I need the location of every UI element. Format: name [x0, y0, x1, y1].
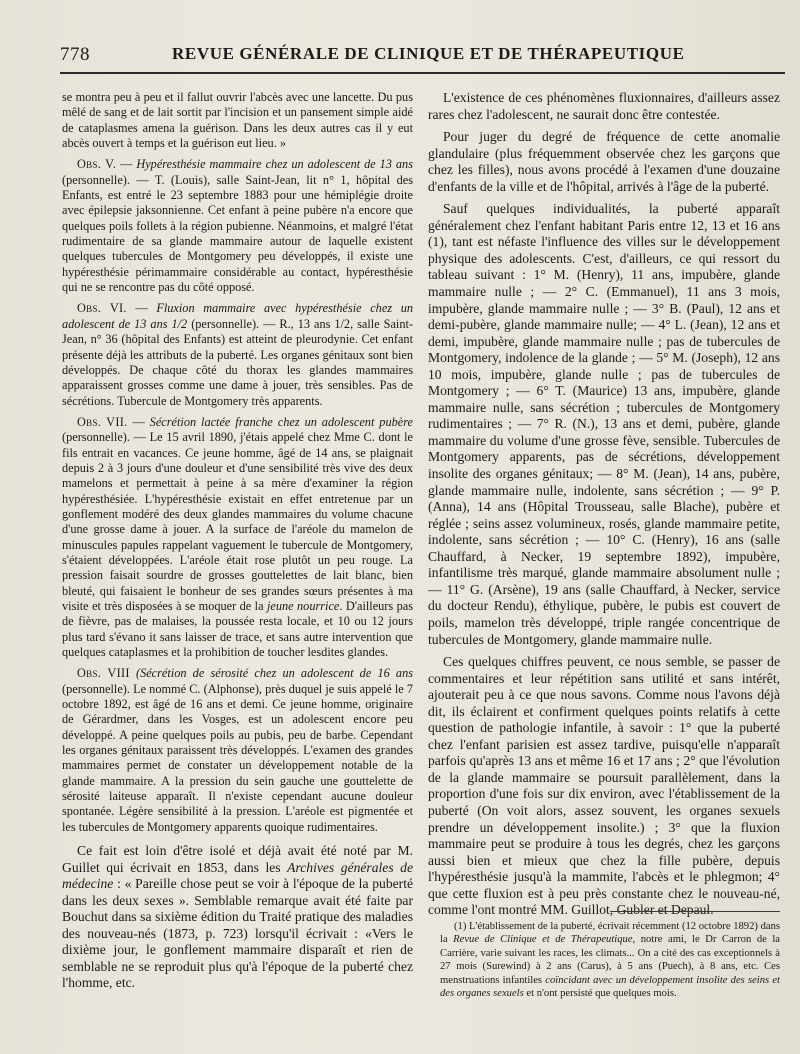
closing-italic: Archives générales de médecine — [62, 859, 413, 892]
observation-8 — [62, 666, 413, 835]
observation-5-body: (personnelle). — T. (Louis), salle Saint-Jean, lit n° 1, hôpital des Enfants, est entré le 23 septembre 1883 pour une hémiplégie droite avec épilepsie jaksonnienne. Cet enfant à peine pubère n'a encore que quelques poils follets à la région pubienne. Néanmoins, et malgré l'état rudimentaire de sa glande mammaire autour de laquelle existent quelques tubercules de Montgomery peu développés, il existe une hypéresthésie périmammaire considérable au contact, hypéresthésie qui ne se rencontre pas du côté opposé. — [62, 172, 413, 295]
observation-7-title: Sécrétion lactée franche chez un adolescent pubère — [149, 414, 413, 429]
observation-7-label: Obs. VII. — [77, 414, 128, 429]
right-paragraph-2: Pour juger du degré de fréquence de cette anomalie glandulaire (plus fréquemment observée chez les garçons que chez les filles), nous avons procédé à l'examen d'une douzaine d'enfants de la ville et de l'hôpital, arrivés à l'âge de la puberté. — [428, 129, 780, 194]
footnote-text-b: , notre ami, le Dr Carron de la Carrière, varie suivant les races, les climats... On a cité des cas exceptionnels à 27 mois (Surewind) à 2 ans (Carus), à 5 ans (Puech), à 8 ans, etc. Ces menstruations infantiles — [440, 934, 780, 986]
left-continuation-paragraph: se montra peu à peu et il fallut ouvrir l'abcès avec une lancette. Du pus mêlé de sang et de lait sortit par l'incision et un pansement simple aidé de cataplasmes amena la guérison. Dans les deux autres cas il y eut abcès ouvert à temps et la guérison eut lieu. » — [62, 90, 413, 151]
right-paragraph-4: Ces quelques chiffres peuvent, ce nous semble, se passer de commentaires et leur répétition sans utilité et sans intérêt, ajouterait peu à ce que nous savons. Comme nous l'avons déjà dit, ils éclairent et confirment quelques points relatifs à cette question de pathologie infantile, à savoir : 1° que la puberté chez l'enfant parisien est assez tardive, puisqu'elle n'apparaît parfois qu'après 13 ans et même 16 et 17 ans ; 2° que l'évolution de la glande mammaire se poursuit parallèlement, dans la proportion d'une fois sur dix environ, avec l'établissement de la puberté (On voit alors, assez souvent, les organes sexuels prendre un développement insolite.) ; 3° que la fluxion mammaire peut se produire à tous les degrés, chez les garçons aussi bien et mieux que chez la fille pubère, depuis l'hypéresthésie jusqu'à la mammite, l'abcès et le phlegmon; 4° que cette fluxion est à peu près constante chez le nouveau-né, comme l'ont montré MM. Guillot, Gubler et Depaul. — [428, 654, 780, 918]
observation-8-label: Obs. VIII — [77, 666, 130, 681]
header-rule — [60, 72, 785, 74]
footnote-rule — [610, 911, 780, 912]
closing-text-a: Ce fait est loin d'être isolé et déjà avait été noté par M. Guillet qui écrivait en 1853, dans les — [62, 843, 413, 875]
footnote-italic-a: Revue de Clinique et de Thérapeutique — [453, 934, 633, 946]
closing-paragraph — [62, 843, 413, 992]
observation-5-label: Obs. V. — [77, 157, 117, 172]
observation-6-label: Obs. VI. — [77, 301, 127, 316]
observation-7-body: (personnelle). — Le 15 avril 1890, j'étais appelé chez Mme C. dont le fils entrait en vacances. Ce jeune homme, âgé de 14 ans, se plaignait depuis 2 à 3 jours d'une douleur et d'une sensibilité très vive des deux mamelons et permettait à peine à sa mère d'examiner la région hypéresthésiée. L'hypéresthésie existait en effet entretenue par un gonflement modéré des deux glandes mammaires du volume chacune d'une grosse dame à jouer. A la surface de l'aréole du mamelon de minuscules papules rappelant vaguement le tubercule de Montgomery, s'étaient développées. L'aréole était rose plutôt un peu rouge. La pression faisait sourdre de grosses gouttelettes de lait blanc, bien bleuté, qui faisaient le bonheur de ses grandes sœurs présentes à ma visite et très disposées à se moquer de la — [62, 430, 413, 613]
right-paragraph-1: L'existence de ces phénomènes fluxionnaires, d'ailleurs assez rares chez l'adolescent, ne saurait donc être contestée. — [428, 90, 780, 122]
observation-8-title: (Sécrétion de sérosité chez un adolescent de 16 ans — [135, 666, 414, 681]
footnote-text-a: (1) L'établissement de la puberté, écrivait récemment (12 octobre 1892) dans la — [440, 921, 780, 946]
page-header — [60, 44, 780, 68]
page-number: 778 — [60, 44, 90, 65]
observation-7-end: . D'ailleurs pas de fièvre, pas de malaises, la poussée resta locale, et 10 ou 12 jours plus tard s'évano it sans laisser de trace, et sans autre intervention que quelques cataplasmes et la prohibition de toucher lesdites glandes. — [62, 599, 413, 660]
observation-6-body: (personnelle). — R., 13 ans 1/2, salle Saint-Jean, n° 36 (hôpital des Enfants) est atteint de pleurodynie. Cet enfant présente déjà les attributs de la puberté. Les organes génitaux sont bien développés. De chaque côté du thorax les glandes mammaires apparaissent grosses comme une dame à jouer, très sensibles. Pas de sécrétions. Tubercule de Montgomery très apparents. — [62, 316, 413, 408]
right-paragraph-3: Sauf quelques individualités, la puberté apparaît généralement chez l'enfant habitant Paris entre 12, 13 et 16 ans (1), tant est néfaste l'influence des villes sur le développement physique des adolescents. C'est, d'ailleurs, ce qui ressort du tableau suivant : 1° M. (Henry), 11 ans, impubère, glande mammaire nulle ; — 2° C. (Emmanuel), 11 ans 3 mois, impubère, glande mammaire nulle ; — 3° B. (Paul), 12 ans et demi-pubère, glande mammaire nulle; — 4° L. (Jean), 12 ans et demi, impubère, glande mammaire nulle ; pas de tubercules de Montgomery, indolence de la glande ; — 5° M. (Joseph), 12 ans 10 mois, impubère, glande nulle ; pas de tubercules de Montgomery ; — 6° T. (Maurice) 13 ans, impubère, glande mammaire nulle, sans sécrétion ; tubercules de Montgomery rudimentaires ; — 7° R. (N.), 13 ans et demi, pubère, glande mammaire du volume d'une grosse fève, sensible. Tubercules de Montgomery apparents, pas de sécrétions, développement insolite des organes génitaux; — 8° M. (Jean), 14 ans, pubère, glande mammaire nulle, indolente, sans sécrétion ; — 9° P. (Anna), 14 ans (Hôpital Trousseau, salle Blache), pubère et réglée ; seins assez volumineux, rosés, glande mammaire petite, indolente, sans sécrétion ; — 10° C. (Henry), 16 ans (salle Chauffard, à Necker, 19 septembre 1892), impubère, infantilisme très marqué, glande mammaire absolument nulle ; — 11° G. (Arsène), 19 ans (salle Chauffard, à Necker, service du docteur Rendu), éthylique, pubère, le pubis est couvert de poils, mamelon très développé, triple rangée concentrique de tubercules de Montgomery, glande mammaire nulle. — [428, 201, 780, 647]
observation-6-title: Fluxion mammaire avec hypéresthésie chez un adolescent de 13 ans 1/2 — [62, 301, 413, 331]
observation-5: Obs. V. — Hypéresthésie mammaire chez un adolescent de 13 ans (personnelle). — T. (Louis), salle Saint-Jean, lit n° 1, hôpital des Enfants, est entré le 23 septembre 1883 pour une hémiplégie droite avec épilepsie jaksonnienne. Cet enfant à peine pubère n'a encore que quelques poils follets à la région pubienne. Néanmoins, et malgré l'état rudimentaire de sa glande mammaire autour de laquelle existent quelques tubercules de Montgomery peu développés, il existe une hypéresthésie périmammaire considérable au contact, hypéresthésie qui ne se rencontre pas du côté opposé. — [62, 157, 413, 295]
footnote — [440, 920, 780, 1000]
right-column — [428, 90, 780, 919]
footnote-text-c: et n'ont persisté que quelques mois. — [526, 988, 677, 1000]
left-column — [62, 90, 413, 992]
footnote-text — [440, 920, 780, 1000]
observation-8-body: (personnelle). Le nommé C. (Alphonse), près duquel je suis appelé le 7 octobre 1892, est âgé de 16 ans et demi. Ce jeune homme, originaire de Gérardmer, dans les Vosges, est un adolescent encore peu développé. A peine quelques poils au pubis, peu de barbe. Cependant les organes génitaux paraissent très développés. L'examen des grandes mammaires permet de constater un développement notable de la glande mammaire. A la pression du sein gauche une gouttelette de sérosité laiteuse apparaît. Il n'existe cependant aucune douleur spontanée. Légère sensibilité à la pression. L'aréole est pigmentée et les tubercules de Montgomery apparents quoique rudimentaires. — [62, 681, 413, 834]
closing-text-b: : « Pareille chose peut se voir à l'époque de la puberté dans les deux sexes ». Semblable remarque avait été faite par Bouchut dans sa sixième édition du Traité pratique des maladies des nouveau-nés (1873, p. 723) lorsqu'il écrivait : «Vers le dixième jour, le gonflement mammaire disparaît et rien de semblable ne se reproduit plus qu'à l'époque de la puberté chez l'homme, etc. — [62, 876, 413, 991]
observation-7-italic: jeune nourrice — [266, 599, 340, 613]
observation-6: Obs. VI. — Fluxion mammaire avec hypéresthésie chez un adolescent de 13 ans 1/2 (personnelle). — R., 13 ans 1/2, salle Saint-Jean, n° 36 (hôpital des Enfants) est atteint de pleurodynie. Cet enfant présente déjà les attributs de la puberté. Les organes génitaux sont bien développés. De chaque côté du thorax les glandes mammaires apparaissent grosses comme une dame à jouer, très sensibles. Pas de sécrétions. Tubercule de Montgomery très apparents. — [62, 301, 413, 408]
footnote-italic-b: coïncidant avec un développement insolite des seins et des organes sexuels — [440, 974, 781, 1000]
observation-5-title: Hypéresthésie mammaire chez un adolescent de 13 ans — [136, 157, 413, 172]
running-title: REVUE GÉNÉRALE DE CLINIQUE ET DE THÉRAPEUTIQUE — [172, 44, 685, 63]
observation-7: Obs. VII. — Sécrétion lactée franche chez un adolescent pubère (personnelle). — Le 15 avril 1890, j'étais appelé chez Mme C. dont le fils entrait en vacances. Ce jeune homme, âgé de 14 ans, se plaignait depuis 2 à 3 jours d'une douleur et d'une sensibilité très vive des deux mamelons et permettait à peine à sa mère d'examiner la région hypéresthésiée. L'hypéresthésie existait en effet entretenue par un gonflement modéré des deux glandes mammaires du volume chacune d'une grosse dame à jouer. A la surface de l'aréole du mamelon de minuscules papules rappelant vaguement le tubercule de Montgomery, s'étaient développées. L'aréole était rose plutôt un peu rouge. La pression faisait sourdre de grosses gouttelettes de lait blanc, bien bleuté, qui faisaient le bonheur de ses grandes sœurs présentes à ma visite et très disposées à se moquer de la jeune nourrice. D'ailleurs pas de fièvre, pas de malaises, la poussée resta locale, et 10 ou 12 jours plus tard s'évano it sans laisser de trace, et sans autre intervention que quelques cataplasmes et la prohibition de toucher lesdites glandes. — [62, 414, 413, 660]
